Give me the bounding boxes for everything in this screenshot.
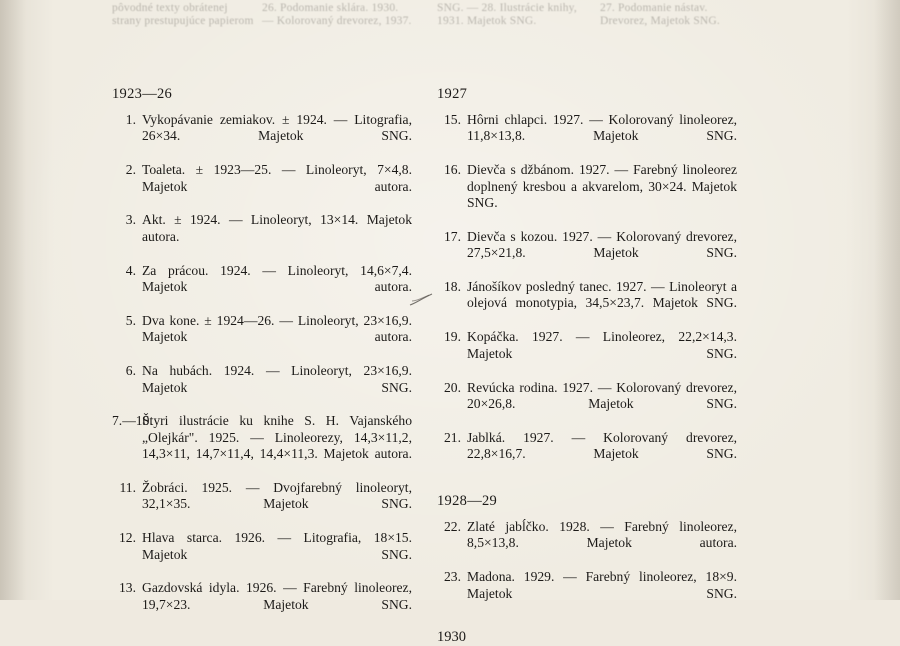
catalogue-entry bbox=[112, 162, 412, 211]
entry-number: 16. bbox=[444, 162, 461, 178]
catalogue-entry bbox=[112, 480, 412, 529]
catalogue-entry bbox=[437, 229, 737, 278]
left-column bbox=[112, 86, 412, 612]
entry-text: Dva kone. ± 1924—26. — Linoleoryt, 23×16,9. Majetok autora. bbox=[142, 312, 412, 345]
catalogue-entry bbox=[437, 380, 737, 429]
entry-number: 5. bbox=[125, 312, 136, 328]
entry-text: Dievča s kozou. 1927. — Kolorovaný drevorez, 27,5×21,8. Majetok SNG. bbox=[467, 228, 737, 261]
entry-text: Hôrni chlapci. 1927. — Kolorovaný linoleorez, 11,8×13,8. Majetok SNG. bbox=[467, 112, 737, 144]
catalogue-entry bbox=[112, 580, 412, 629]
entry-text: Zlaté jabĺčko. 1928. — Farebný linoleorez, 8,5×13,8. Majetok autora. bbox=[467, 518, 737, 551]
entry-text: Toaleta. ± 1923—25. — Linoleoryt, 7×4,8. Majetok autora. bbox=[142, 162, 412, 194]
catalogue-entry bbox=[437, 162, 737, 228]
catalogue-entry bbox=[112, 530, 412, 579]
year-heading-1928-29: 1928—29 bbox=[437, 492, 498, 509]
entry-text: Revúcka rodina. 1927. — Kolorovaný drevorez, 20×26,8. Majetok SNG. bbox=[467, 379, 737, 411]
bleed-column-c: SNG. — 28. Ilustrácie knihy, 1931. Majetok SNG. bbox=[437, 2, 577, 27]
catalogue-entry bbox=[437, 430, 737, 479]
entry-number: 23. bbox=[444, 569, 461, 585]
catalogue-entry bbox=[437, 112, 737, 161]
entry-text: Na hubách. 1924. — Linoleoryt, 23×16,9. Majetok SNG. bbox=[142, 363, 412, 395]
entry-text: Gazdovská idyla. 1926. — Farebný linoleorez, 19,7×23. Majetok SNG. bbox=[142, 580, 412, 612]
entry-text: Štyri ilustrácie ku knihe S. H. Vajanského „Olejkár". 1925. — Linoleorezy, 14,3×11,2, 14,3×11, 14,7×11,4, 14,4×11,3. Majetok autora. bbox=[142, 413, 412, 462]
entry-number: 15. bbox=[444, 112, 461, 127]
catalogue-entry bbox=[112, 413, 412, 479]
catalogue-entry bbox=[112, 212, 412, 261]
entry-number: 18. bbox=[444, 279, 461, 295]
entry-text: Kopáčka. 1927. — Linoleorez, 22,2×14,3. Majetok SNG. bbox=[467, 329, 737, 361]
year-heading-1927: 1927 bbox=[437, 86, 468, 102]
bleed-column-b: 26. Podomanie sklára. 1930. — Kolorovaný drevorez, 1937. bbox=[262, 2, 412, 27]
entry-number: 19. bbox=[444, 329, 461, 345]
entry-number: 4. bbox=[125, 262, 136, 278]
entry-text: Dievča s džbánom. 1927. — Farebný linoleorez doplnený kresbou a akvarelom, 30×24. Majetok SNG. bbox=[467, 162, 737, 211]
year-heading-1930: 1930 bbox=[437, 629, 466, 646]
entry-number: 13. bbox=[119, 580, 136, 596]
entry-number: 3. bbox=[125, 212, 136, 228]
entry-text: Hlava starca. 1926. — Litografia, 18×15. Majetok SNG. bbox=[142, 530, 412, 562]
entry-number: 17. bbox=[444, 228, 461, 244]
year-heading-1923-26: 1923—26 bbox=[112, 86, 173, 102]
entry-number: 2. bbox=[125, 162, 136, 178]
catalogue-entry bbox=[112, 263, 412, 312]
entry-number: 7.—10. bbox=[112, 413, 153, 429]
bleed-through-text bbox=[0, 0, 900, 72]
entry-text: Akt. ± 1924. — Linoleoryt, 13×14. Majetok autora. bbox=[142, 212, 412, 244]
entry-number: 12. bbox=[119, 530, 136, 546]
entry-text: Jablká. 1927. — Kolorovaný drevorez, 22,8×16,7. Majetok SNG. bbox=[467, 429, 737, 462]
bleed-column-a: pôvodné texty obrátenej strany prestupujúce papierom bbox=[112, 2, 254, 27]
catalogue-entry bbox=[112, 112, 412, 161]
catalogue-columns bbox=[0, 86, 900, 646]
entry-number: 1. bbox=[125, 112, 136, 127]
catalogue-entry bbox=[437, 519, 737, 568]
entry-number: 22. bbox=[444, 518, 461, 534]
catalogue-entry bbox=[437, 329, 737, 378]
entry-text: Za prácou. 1924. — Linoleoryt, 14,6×7,4. Majetok autora. bbox=[142, 262, 412, 295]
entry-text: Madona. 1929. — Farebný linoleorez, 18×9. Majetok SNG. bbox=[467, 569, 737, 601]
entry-number: 6. bbox=[125, 363, 136, 379]
right-column bbox=[437, 86, 737, 646]
bleed-column-d: 27. Podomanie nástav. Drevorez, Majetok SNG. bbox=[600, 2, 721, 27]
entry-text: Vykopávanie zemiakov. ± 1924. — Litografia, 26×34. Majetok SNG. bbox=[142, 112, 412, 144]
entry-number: 11. bbox=[119, 479, 136, 495]
entry-text: Žobráci. 1925. — Dvojfarebný linoleoryt, 32,1×35. Majetok SNG. bbox=[142, 479, 412, 512]
catalogue-entry bbox=[112, 313, 412, 362]
entry-text: Jánošíkov posledný tanec. 1927. — Linoleoryt a olejová monotypia, 34,5×23,7. Majetok SNG. bbox=[467, 279, 737, 311]
catalogue-entry bbox=[437, 569, 737, 618]
entry-number: 20. bbox=[444, 379, 461, 395]
catalogue-entry bbox=[112, 363, 412, 412]
catalogue-entry bbox=[437, 279, 737, 328]
entry-number: 21. bbox=[444, 429, 461, 445]
